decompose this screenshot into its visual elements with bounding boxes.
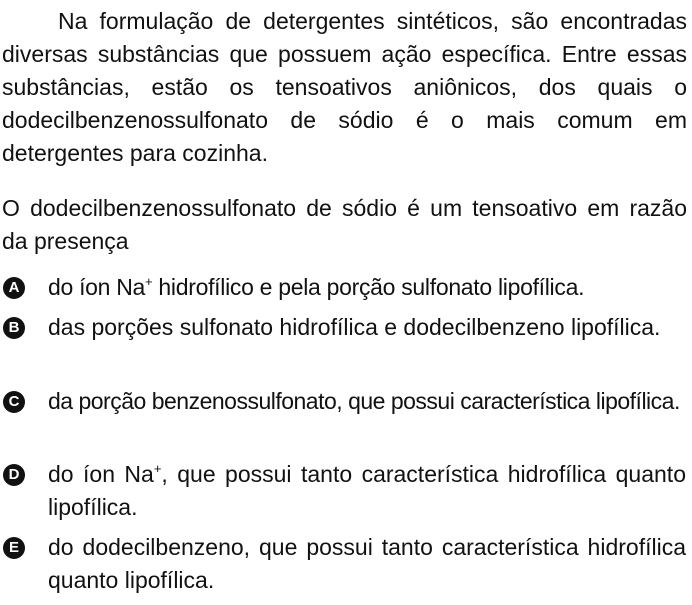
option-a-text: do íon Na+ hidrofílico e pela porção sulfonato lipofílica. [48, 274, 585, 300]
option-b-text: das porções sulfonato hidrofílica e dodecilbenzeno lipofílica. [48, 314, 661, 340]
question-intro-text: Na formulação de detergentes sintéticos, são encontradas diversas substâncias que possuem ação específica. Entre essas substâncias, estão os tensoativos aniônicos, dos quais o dodecilbenzenossulfonato de sódio é o mais comum em detergentes para cozinha. [2, 8, 687, 166]
option-e-letter-badge: E [3, 537, 25, 559]
option-a-letter-badge: A [3, 277, 25, 299]
option-d-letter-badge: D [3, 464, 25, 486]
option-d-text: do íon Na+, que possui tanto característica hidrofílica quanto lipofílica. [48, 461, 686, 520]
option-e-text: do dodecilbenzeno, que possui tanto característica hidrofílica quanto lipofílica. [48, 534, 686, 593]
option-c-letter-badge: C [3, 391, 25, 413]
question-stem-text: O dodecilbenzenossulfonato de sódio é um tensoativo em razão da presença [2, 195, 687, 254]
option-c-text: da porção benzenossulfonato, que possui característica lipofílica. [48, 388, 680, 414]
option-b-letter-badge: B [3, 317, 25, 339]
